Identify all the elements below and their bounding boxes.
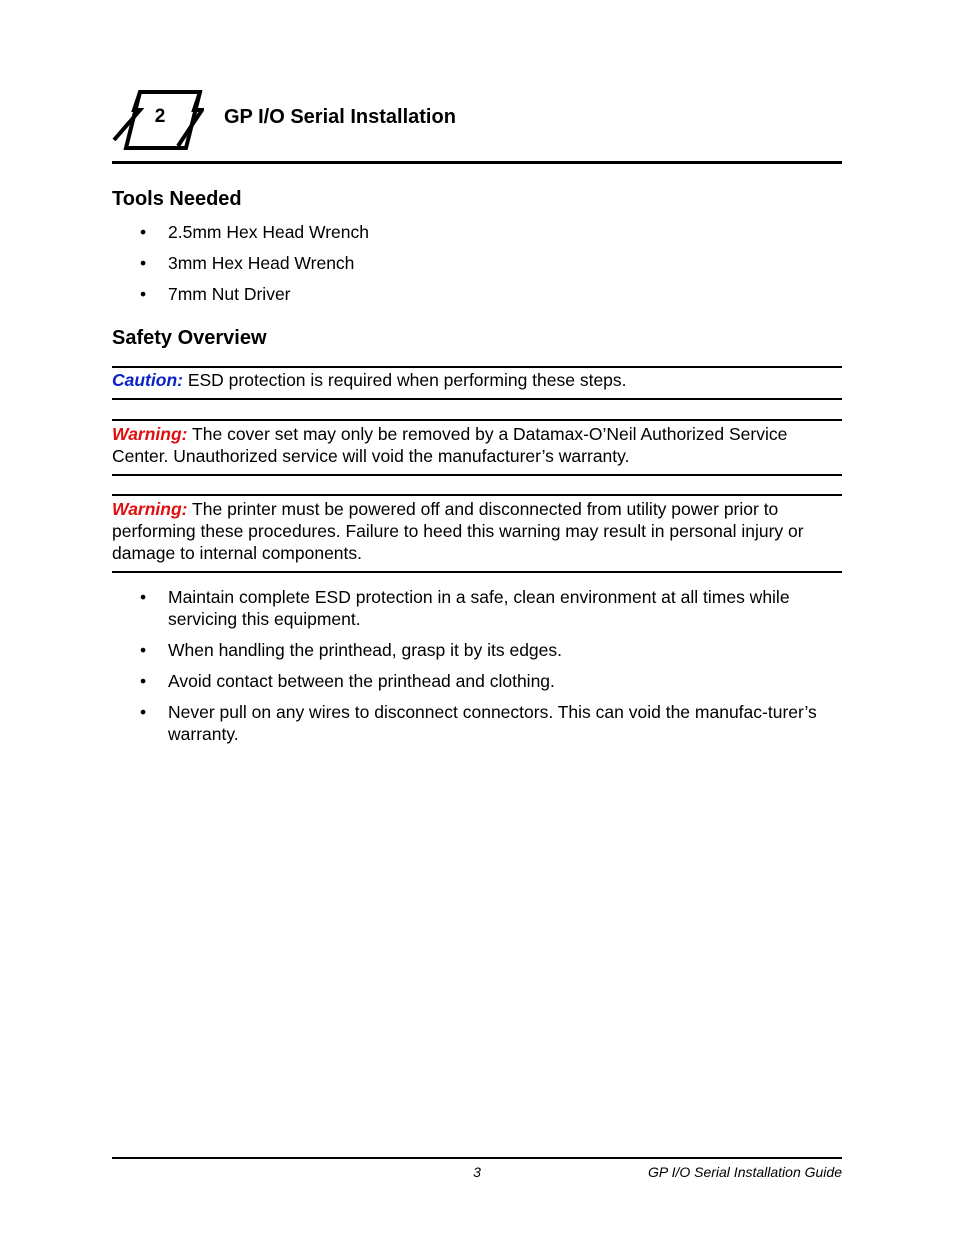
chapter-number: 2 (154, 106, 166, 127)
tools-heading: Tools Needed (112, 188, 242, 210)
warning1-text: The cover set may only be removed by a Datamax-O’Neil Authorized Service Center. Unauthorized service will void the manufacturer’s warranty. (112, 424, 788, 466)
warning1-notice (112, 423, 842, 467)
warning2-label: Warning: (112, 499, 188, 519)
list-item: • 7mm Nut Driver (140, 283, 369, 305)
list-item: • Avoid contact between the printhead and clothing. (140, 670, 840, 692)
list-item: • When handling the printhead, grasp it by its edges. (140, 639, 840, 661)
warning2-text: The printer must be powered off and disconnected from utility power prior to performing these procedures. Failure to heed this warning may result in personal injury or damage to internal components. (112, 499, 804, 563)
warning2-notice (112, 498, 842, 564)
caution-text: ESD protection is required when performing these steps. (182, 370, 627, 390)
list-item: • 2.5mm Hex Head Wrench (140, 221, 369, 243)
safety-heading: Safety Overview (112, 327, 267, 349)
warning1-label: Warning: (112, 424, 188, 444)
list-item: • Never pull on any wires to disconnect connectors. This can void the manufac-turer’s warranty. (140, 701, 840, 745)
warning2-top-rule (112, 494, 842, 496)
footer-rule (112, 1157, 842, 1159)
safety-list (140, 586, 840, 754)
footer-guide-title: GP I/O Serial Installation Guide (647, 1164, 842, 1180)
caution-bottom-rule (112, 398, 842, 400)
warning2-bottom-rule (112, 571, 842, 573)
caution-top-rule (112, 366, 842, 368)
warning1-top-rule (112, 419, 842, 421)
caution-notice (112, 369, 842, 391)
list-item: • 3mm Hex Head Wrench (140, 252, 369, 274)
chapter-title: GP I/O Serial Installation (224, 106, 456, 128)
warning1-bottom-rule (112, 474, 842, 476)
list-item: • Maintain complete ESD protection in a safe, clean environment at all times while servicing this equipment. (140, 586, 840, 630)
page-number: 3 (473, 1164, 481, 1180)
tools-list (140, 221, 369, 314)
caution-label: Caution: (112, 370, 183, 390)
chapter-rule (112, 161, 842, 164)
